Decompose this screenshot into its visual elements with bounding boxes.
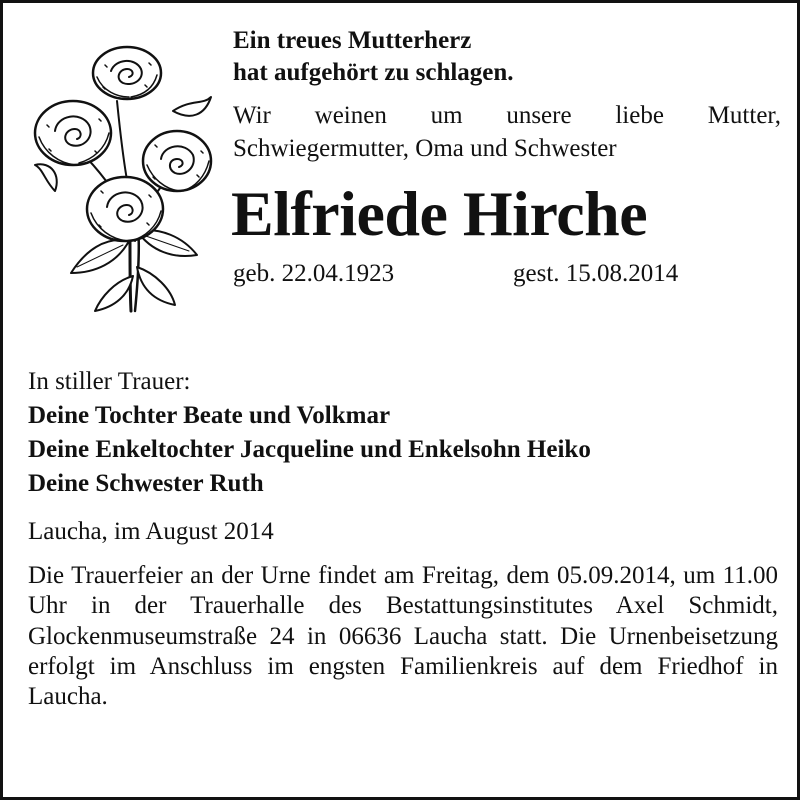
death-date: gest. 15.08.2014 <box>513 260 679 287</box>
headline-line-1: Ein treues Mutterherz <box>233 27 472 54</box>
mourner-line: Deine Schwester Ruth <box>28 470 264 497</box>
intro-line-2: Schwiegermutter, Oma und Schwester <box>233 135 617 162</box>
header-block <box>233 25 781 289</box>
intro-line-1: Wir weinen um unsere liebe Mutter, <box>233 102 781 129</box>
roses-icon <box>25 41 225 319</box>
headline <box>233 25 781 89</box>
intro-text <box>233 99 781 165</box>
life-dates <box>233 259 781 289</box>
mourner-line: Deine Tochter Beate und Volkmar <box>28 402 391 429</box>
mourners-intro: In stiller Trauer: <box>28 368 191 395</box>
mourner-line: Deine Enkeltochter Jacqueline und Enkelsohn Heiko <box>28 436 591 463</box>
headline-line-2: hat aufgehört zu schlagen. <box>233 59 514 86</box>
deceased-name: Elfriede Hirche <box>231 178 648 249</box>
place-date: Laucha, im August 2014 <box>28 518 274 545</box>
service-details: Die Trauerfeier an der Urne findet am Freitag, dem 05.09.2014, um 11.00 Uhr in der Trauerhalle des Bestattungsinstitutes Axel Schmidt, Glockenmuseumstraße 24 in 06636 Laucha statt. Die Urnenbeisetzung erfolgt im Anschluss im engsten Familienkreis auf dem Friedhof in Laucha. <box>28 562 778 711</box>
birth-date: geb. 22.04.1923 <box>233 260 395 287</box>
mourners-block <box>28 365 778 712</box>
